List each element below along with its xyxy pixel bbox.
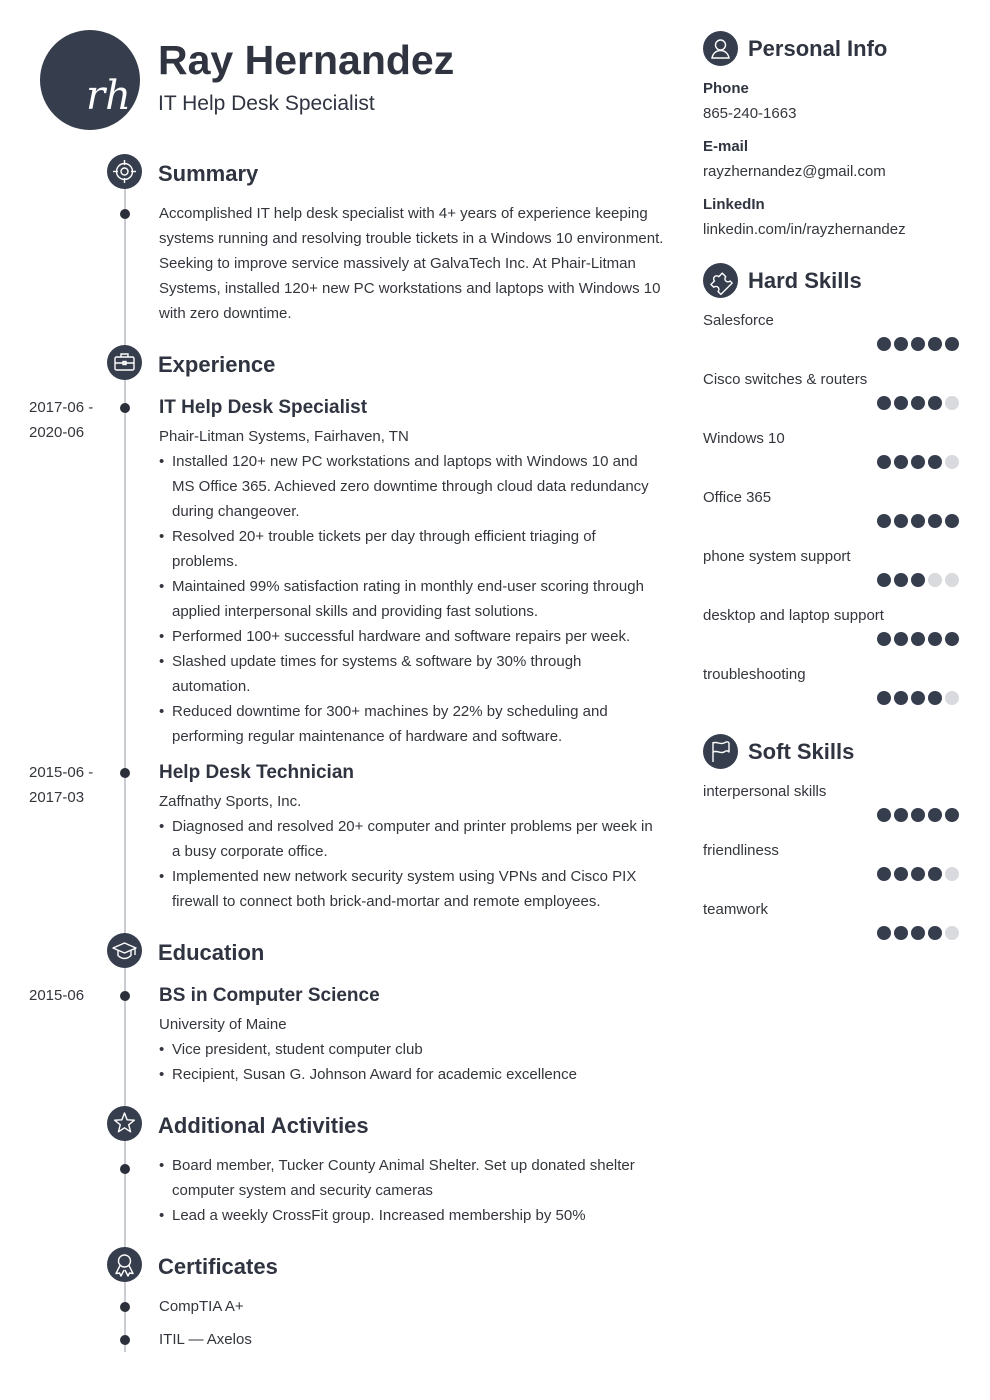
timeline-dot [120, 1335, 130, 1345]
rating-dot-filled [877, 632, 891, 646]
job-title: Help Desk Technician [159, 762, 354, 783]
skill-name: troubleshooting [703, 666, 806, 683]
candidate-name: Ray Hernandez [158, 37, 455, 83]
skill-rating [877, 396, 959, 410]
rating-dot-filled [928, 691, 942, 705]
candidate-title: IT Help Desk Specialist [158, 92, 375, 115]
skill-rating [877, 867, 959, 881]
list-item: • Maintained 99% satisfaction rating in monthly end-user scoring through applied interpersonal skills and providing fast solutions. [159, 574, 659, 624]
skill-name: teamwork [703, 901, 769, 918]
rating-dot-empty [945, 396, 959, 410]
rating-dot-filled [911, 691, 925, 705]
rating-dot-filled [877, 808, 891, 822]
list-item: • Performed 100+ successful hardware and software repairs per week. [159, 624, 659, 649]
rating-dot-filled [877, 867, 891, 881]
skill-rating [877, 573, 959, 587]
rating-dot-filled [911, 808, 925, 822]
timeline-dot [120, 403, 130, 413]
phone-value[interactable]: 865-240-1663 [703, 105, 797, 122]
rating-dot-filled [911, 632, 925, 646]
education-heading: Education [158, 940, 265, 965]
award-ribbon-icon [107, 1247, 142, 1282]
rating-dot-empty [945, 455, 959, 469]
skill-row [703, 841, 963, 889]
rating-dot-filled [894, 632, 908, 646]
rating-dot-filled [911, 514, 925, 528]
skill-name: Salesforce [703, 312, 774, 329]
summary-text: Accomplished IT help desk specialist with 4+ years of experience keeping systems running and resolving trouble tickets in a Windows 10 environment. Seeking to improve service massively at GalvaTech Inc. At Phair-Litman Systems, installed 120+ new PC workstations and laptops with Windows 10 with zero downtime. [159, 205, 664, 322]
skill-name: phone system support [703, 548, 851, 565]
skill-row [703, 900, 963, 948]
rating-dot-empty [945, 691, 959, 705]
timeline-dot [120, 991, 130, 1001]
rating-dot-filled [945, 808, 959, 822]
skill-row [703, 311, 963, 359]
experience-heading: Experience [158, 352, 276, 377]
target-icon [107, 154, 142, 189]
skill-name: desktop and laptop support [703, 607, 884, 624]
skill-name: Office 365 [703, 489, 772, 506]
list-item: • Recipient, Susan G. Johnson Award for academic excellence [159, 1062, 659, 1087]
timeline-dot [120, 768, 130, 778]
certificate-item: CompTIA A+ [159, 1298, 244, 1315]
timeline-dot [120, 1164, 130, 1174]
briefcase-icon [107, 345, 142, 380]
phone-label: Phone [703, 80, 749, 97]
skill-row [703, 488, 963, 536]
rating-dot-filled [928, 514, 942, 528]
timeline-dot [120, 209, 130, 219]
skill-rating [877, 808, 959, 822]
rating-dot-filled [928, 396, 942, 410]
skill-rating [877, 337, 959, 351]
list-item: • Installed 120+ new PC workstations and laptops with Windows 10 and MS Office 365. Achieved zero downtime through cloud data redundancy during changeover. [159, 449, 659, 524]
rating-dot-empty [945, 867, 959, 881]
rating-dot-filled [894, 396, 908, 410]
skill-name: friendliness [703, 842, 779, 859]
linkedin-value[interactable]: linkedin.com/in/rayzhernandez [703, 221, 906, 238]
rating-dot-filled [877, 455, 891, 469]
skill-row [703, 547, 963, 595]
skill-row [703, 665, 963, 713]
skill-name: interpersonal skills [703, 783, 827, 800]
skill-rating [877, 514, 959, 528]
rating-dot-filled [928, 808, 942, 822]
activities-heading: Additional Activities [158, 1113, 369, 1138]
education-date: 2015-06 [29, 987, 85, 1004]
rating-dot-filled [911, 455, 925, 469]
skill-row [703, 370, 963, 418]
rating-dot-filled [877, 514, 891, 528]
rating-dot-filled [894, 455, 908, 469]
list-item: • Slashed update times for systems & software by 30% through automation. [159, 649, 659, 699]
rating-dot-empty [928, 573, 942, 587]
rating-dot-filled [928, 632, 942, 646]
list-item: • Board member, Tucker County Animal Shelter. Set up donated shelter computer system and security cameras [159, 1153, 659, 1203]
rating-dot-filled [928, 867, 942, 881]
user-icon [703, 31, 738, 66]
rating-dot-filled [911, 926, 925, 940]
skill-rating [877, 691, 959, 705]
rating-dot-filled [894, 337, 908, 351]
job-bullets [159, 814, 659, 914]
rating-dot-filled [877, 691, 891, 705]
rating-dot-filled [928, 337, 942, 351]
monogram-initials: rh [86, 73, 131, 119]
summary-heading: Summary [158, 161, 259, 186]
skill-rating [877, 455, 959, 469]
school-name: University of Maine [159, 1016, 287, 1033]
job-bullets [159, 449, 659, 749]
graduation-cap-icon [107, 933, 142, 968]
list-item: • Vice president, student computer club [159, 1037, 659, 1062]
rating-dot-filled [911, 573, 925, 587]
rating-dot-filled [945, 632, 959, 646]
rating-dot-filled [877, 926, 891, 940]
skill-name: Cisco switches & routers [703, 371, 868, 388]
list-item: • Lead a weekly CrossFit group. Increased membership by 50% [159, 1203, 659, 1228]
rating-dot-filled [894, 926, 908, 940]
list-item: • Implemented new network security system using VPNs and Cisco PIX firewall to connect both brick-and-mortar and remote employees. [159, 864, 659, 914]
rating-dot-filled [894, 867, 908, 881]
star-icon [107, 1106, 142, 1141]
rating-dot-filled [877, 396, 891, 410]
skill-name: Windows 10 [703, 430, 785, 447]
timeline-dot [120, 1302, 130, 1312]
flag-icon [703, 734, 738, 769]
hard-skills-heading: Hard Skills [748, 268, 862, 293]
education-bullets [159, 1037, 659, 1087]
rating-dot-filled [894, 514, 908, 528]
certificate-item: ITIL — Axelos [159, 1331, 252, 1348]
job-company: Phair-Litman Systems, Fairhaven, TN [159, 428, 409, 445]
rating-dot-filled [877, 337, 891, 351]
list-item: • Diagnosed and resolved 20+ computer and printer problems per week in a busy corporate office. [159, 814, 659, 864]
linkedin-label: LinkedIn [703, 196, 765, 213]
rating-dot-filled [928, 926, 942, 940]
list-item: • Reduced downtime for 300+ machines by 22% by scheduling and performing regular maintenance of hardware and software. [159, 699, 659, 749]
email-value[interactable]: rayzhernandez@gmail.com [703, 163, 886, 180]
skill-rating [877, 926, 959, 940]
job-dates: 2017-06 - 2020-06 [29, 399, 94, 441]
rating-dot-filled [894, 808, 908, 822]
degree-title: BS in Computer Science [159, 985, 380, 1006]
certificates-heading: Certificates [158, 1254, 278, 1279]
job-title: IT Help Desk Specialist [159, 397, 368, 418]
rating-dot-filled [928, 455, 942, 469]
rating-dot-filled [945, 514, 959, 528]
job-company: Zaffnathy Sports, Inc. [159, 793, 302, 810]
rating-dot-filled [911, 337, 925, 351]
rating-dot-filled [911, 396, 925, 410]
skill-row [703, 782, 963, 830]
rating-dot-filled [894, 691, 908, 705]
rating-dot-filled [945, 337, 959, 351]
list-item: • Resolved 20+ trouble tickets per day through efficient triaging of problems. [159, 524, 659, 574]
rating-dot-empty [945, 573, 959, 587]
rating-dot-filled [894, 573, 908, 587]
personal-info-heading: Personal Info [748, 36, 888, 61]
activities-bullets [159, 1153, 659, 1228]
rating-dot-filled [877, 573, 891, 587]
rating-dot-empty [945, 926, 959, 940]
skill-row [703, 429, 963, 477]
soft-skills-heading: Soft Skills [748, 739, 855, 764]
rating-dot-filled [911, 867, 925, 881]
skill-row [703, 606, 963, 654]
puzzle-piece-icon [703, 263, 738, 298]
email-label: E-mail [703, 138, 749, 155]
job-dates: 2015-06 - 2017-03 [29, 764, 94, 806]
skill-rating [877, 632, 959, 646]
monogram-avatar [40, 30, 140, 130]
